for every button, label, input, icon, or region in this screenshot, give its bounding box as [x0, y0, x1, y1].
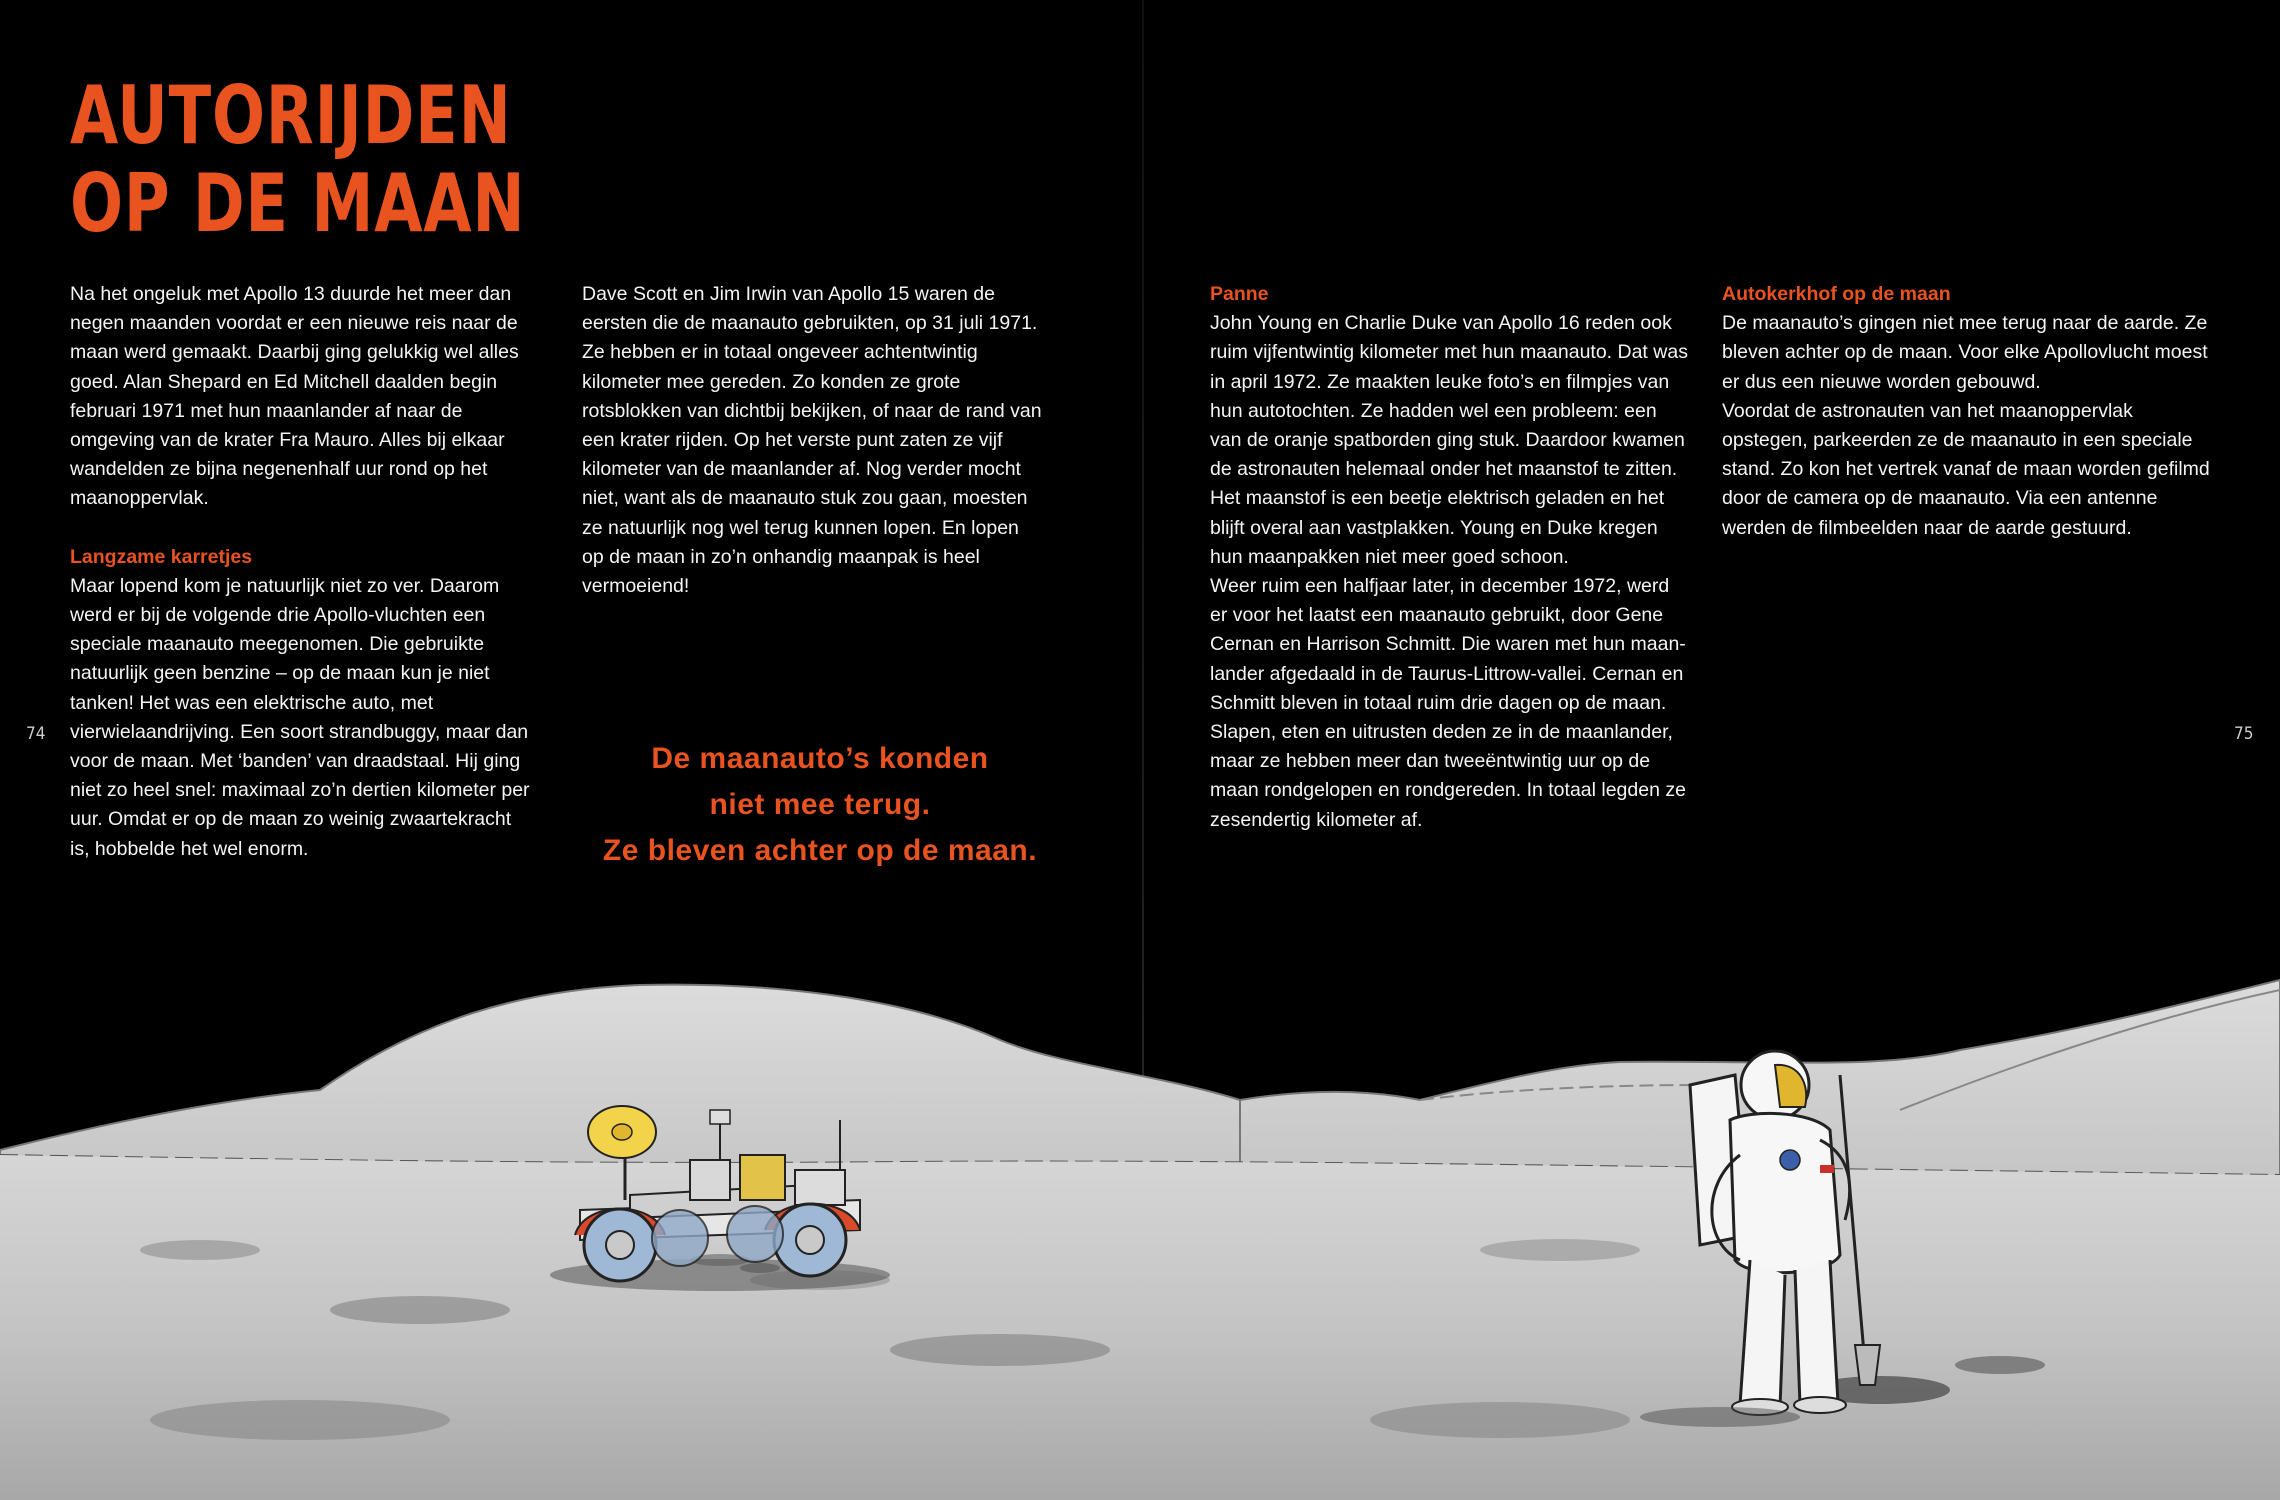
body-paragraph-2: Voordat de astronauten van het maanoppervlak opstegen, parkeerden ze de maanauto in een speciale stand. Zo kon het vertrek vanaf de maan worden gefilmd door de camera op de maanauto. Via een antenne werden de filmbeelden naar de aarde gestuurd. — [1722, 399, 2210, 539]
pull-quote-line-1: De maanauto’s konden — [651, 742, 989, 775]
body-paragraph: John Young en Charlie Duke van Apollo 16 reden ook ruim vijfentwintig kilometer met hun maanauto. Dat was in april 1972. Ze maakten leuke foto’s en filmpjes van hun autotochten. Ze hadden wel een probleem: een van de oranje spatborden ging stuk. Daardoor kwamen de astronauten helemaal onder het maanstof te zitten. Het maanstof is een beetje elektrisch geladen en het blijft overal aan vastplakken. Young en Duke kregen hun maanpakken niet meer goed schoon. — [1210, 312, 1688, 568]
pull-quote-line-2: niet mee terug. — [709, 788, 931, 821]
page-number-right: 75 — [2234, 724, 2254, 744]
moon-landscape-illustration — [0, 950, 2280, 1500]
intro-paragraph: Na het ongeluk met Apollo 13 duurde het meer dan negen maanden voordat er een nieuwe reis naar de maan werd gemaakt. Daarbij ging gelukkig wel alles goed. Alan Shepard en Ed Mitchell daalden begin februari 1971 met hun maanlander af naar de omgeving van de krater Fra Mauro. Alles bij elkaar wandelden ze bijna negenenhalf uur rond op het maanoppervlak. — [70, 283, 519, 510]
body-paragraph: Dave Scott en Jim Irwin van Apollo 15 waren de eersten die de maanauto gebruikten, op 31 juli 1971. Ze hebben er in totaal ongeveer achtentwintig kilometer mee gereden. Zo konden ze grote rotsblokken van dichtbij bekijken, of naar de rand van een krater rijden. Op het verste punt zaten ze vijf kilometer van de maanlander af. Nog verder mocht niet, want als de maanauto stuk zou gaan, moesten ze natuurlijk nog wel terug kunnen lopen. En lopen op de maan in zo’n onhandig maanpak is heel vermoeiend! — [582, 283, 1042, 598]
page-title — [70, 69, 526, 250]
column-2 — [582, 280, 1042, 601]
page-number-left: 74 — [26, 724, 46, 744]
column-1 — [70, 280, 530, 864]
moon-ground — [0, 1155, 2280, 1500]
body-paragraph: Maar lopend kom je natuurlijk niet zo ver. Daarom werd er bij de volgende drie Apollo-vluchten een speciale maanauto meegenomen. Die gebruikte natuurlijk geen benzine – op de maan kun je niet tanken! Het was een elektrische auto, met vierwielaandrijving. Een soort strandbuggy, maar dan voor de maan. Met ‘banden’ van draadstaal. Hij ging niet zo heel snel: maximaal zo’n dertien kilometer per uur. Omdat er op de maan zo weinig zwaartekracht is, hobbelde het wel enorm. — [70, 574, 530, 860]
pull-quote — [560, 736, 1080, 874]
column-4 — [1722, 280, 2212, 543]
body-paragraph-2: Weer ruim een halfjaar later, in december 1972, werd er voor het laatst een maanauto gebruikt, door Gene Cernan en Harrison Schmitt. Die waren met hun maan-lander afgedaald in de Taurus-Littrow-vallei. Cernan en Schmitt bleven in totaal ruim drie dagen op de maan. Slapen, eten en uitrusten deden ze in de maanlander, maar ze hebben meer dan tweeëntwintig uur op de maan rondgelopen en rondgereden. In totaal legden ze zesendertig kilometer af. — [1210, 575, 1686, 831]
title-line-1: AUTORIJDEN — [70, 69, 512, 162]
heading-panne: Panne — [1210, 283, 1269, 305]
title-line-2: OP DE MAAN — [70, 157, 526, 250]
pull-quote-line-3: Ze bleven achter op de maan. — [602, 834, 1038, 867]
heading-autokerkhof: Autokerkhof op de maan — [1722, 283, 1951, 305]
body-paragraph: De maanauto’s gingen niet mee terug naar de aarde. Ze bleven achter op de maan. Voor elke Apollovlucht moest er dus een nieuwe worden gebouwd. — [1722, 312, 2208, 393]
heading-langzame-karretjes: Langzame karretjes — [70, 545, 253, 568]
column-3 — [1210, 280, 1690, 835]
